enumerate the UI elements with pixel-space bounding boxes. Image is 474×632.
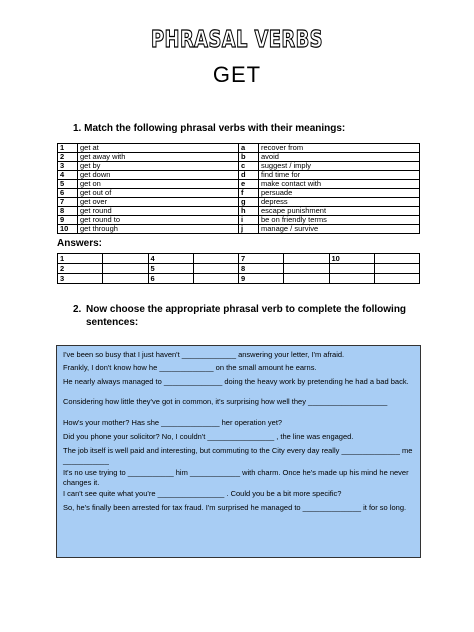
answers-row — [58, 264, 420, 274]
meaning-text: suggest / imply — [259, 162, 420, 171]
phrasal-verb: get round — [78, 207, 239, 216]
sentence-item: I've been so busy that I just haven't _____________ answering your letter, I'm afraid. — [63, 350, 345, 359]
worksheet-subtitle: GET — [212, 62, 262, 87]
worksheet-title: PHRASAL VERBS — [151, 27, 323, 53]
meaning-letter: d — [239, 171, 259, 180]
match-number: 9 — [58, 216, 78, 225]
answer-blank-cell[interactable] — [284, 254, 329, 264]
match-number: 2 — [58, 153, 78, 162]
sentence-item: The job itself is well paid and interesting, but commuting to the City every day really ______________ me ___________ — [63, 446, 413, 465]
match-row — [58, 180, 420, 189]
phrasal-verb: get by — [78, 162, 239, 171]
match-row — [58, 153, 420, 162]
match-number: 5 — [58, 180, 78, 189]
meaning-text: manage / survive — [259, 225, 420, 234]
exercise-2-instructions: Now choose the appropriate phrasal verb to complete the following sentences: — [86, 304, 407, 328]
sentences-box — [56, 345, 421, 558]
match-number: 10 — [58, 225, 78, 234]
meaning-letter: g — [239, 198, 259, 207]
matching-table — [57, 143, 420, 234]
sentence-item: How's your mother? Has she ______________ her operation yet? — [63, 418, 283, 427]
answer-blank-cell[interactable] — [103, 254, 148, 264]
exercise-2-number: 2. — [73, 304, 82, 315]
phrasal-verb: get round to — [78, 216, 239, 225]
meaning-letter: i — [239, 216, 259, 225]
meaning-letter: j — [239, 225, 259, 234]
match-row — [58, 198, 420, 207]
answer-number-cell: 4 — [148, 254, 193, 264]
exercise-1-heading: 1. Match the following phrasal verbs with their meanings: — [73, 123, 346, 134]
answer-number-cell — [329, 264, 374, 274]
phrasal-verb: get down — [78, 171, 239, 180]
answer-number-cell: 3 — [58, 274, 103, 284]
match-number: 7 — [58, 198, 78, 207]
answer-number-cell: 5 — [148, 264, 193, 274]
answer-blank-cell[interactable] — [284, 274, 329, 284]
phrasal-verb: get at — [78, 144, 239, 153]
sentence-item: He nearly always managed to ______________ doing the heavy work by pretending he had a bad back. — [63, 377, 409, 386]
answers-row — [58, 274, 420, 284]
answers-row — [58, 254, 420, 264]
answers-table — [57, 253, 420, 284]
answer-number-cell: 6 — [148, 274, 193, 284]
meaning-text: avoid — [259, 153, 420, 162]
answers-label: Answers: — [57, 238, 103, 249]
answer-number-cell: 10 — [329, 254, 374, 264]
answer-blank-cell[interactable] — [103, 274, 148, 284]
meaning-text: persuade — [259, 189, 420, 198]
match-row — [58, 171, 420, 180]
match-row — [58, 225, 420, 234]
answer-number-cell — [329, 274, 374, 284]
answer-blank-cell[interactable] — [374, 274, 419, 284]
sentence-item: Considering how little they've got in common, it's surprising how well they ___________________ — [63, 397, 388, 406]
meaning-letter: c — [239, 162, 259, 171]
answer-blank-cell[interactable] — [103, 264, 148, 274]
exercise-2-heading — [73, 303, 413, 329]
meaning-text: escape punishment — [259, 207, 420, 216]
answer-number-cell: 7 — [239, 254, 284, 264]
match-number: 3 — [58, 162, 78, 171]
meaning-letter: h — [239, 207, 259, 216]
match-number: 6 — [58, 189, 78, 198]
phrasal-verb: get on — [78, 180, 239, 189]
meaning-text: make contact with — [259, 180, 420, 189]
sentence-item: So, he's finally been arrested for tax fraud. I'm surprised he managed to ______________ it for so long. — [63, 503, 407, 512]
answer-blank-cell[interactable] — [193, 274, 238, 284]
phrasal-verb: get out of — [78, 189, 239, 198]
phrasal-verb: get away with — [78, 153, 239, 162]
answer-blank-cell[interactable] — [284, 264, 329, 274]
answer-blank-cell[interactable] — [374, 254, 419, 264]
phrasal-verb: get over — [78, 198, 239, 207]
meaning-text: depress — [259, 198, 420, 207]
match-row — [58, 189, 420, 198]
meaning-text: be on friendly terms — [259, 216, 420, 225]
answer-blank-cell[interactable] — [374, 264, 419, 274]
meaning-letter: b — [239, 153, 259, 162]
answer-number-cell: 9 — [239, 274, 284, 284]
phrasal-verb: get through — [78, 225, 239, 234]
answer-blank-cell[interactable] — [193, 254, 238, 264]
meaning-text: recover from — [259, 144, 420, 153]
meaning-letter: f — [239, 189, 259, 198]
match-row — [58, 162, 420, 171]
answer-number-cell: 2 — [58, 264, 103, 274]
meaning-letter: e — [239, 180, 259, 189]
match-number: 4 — [58, 171, 78, 180]
match-number: 8 — [58, 207, 78, 216]
sentence-item: Frankly, I don't know how he _____________ on the small amount he earns. — [63, 363, 317, 372]
answer-blank-cell[interactable] — [193, 264, 238, 274]
sentence-item: Did you phone your solicitor? No, I couldn't ________________ , the line was engaged. — [63, 432, 354, 441]
sentence-item: It's no use trying to ___________ him ____________ with charm. Once he's made up his mind he never changes it. — [63, 468, 409, 487]
match-number: 1 — [58, 144, 78, 153]
sentence-item: I can't see quite what you're ________________ . Could you be a bit more specific? — [63, 489, 342, 498]
meaning-letter: a — [239, 144, 259, 153]
answer-number-cell: 8 — [239, 264, 284, 274]
answer-number-cell: 1 — [58, 254, 103, 264]
meaning-text: find time for — [259, 171, 420, 180]
